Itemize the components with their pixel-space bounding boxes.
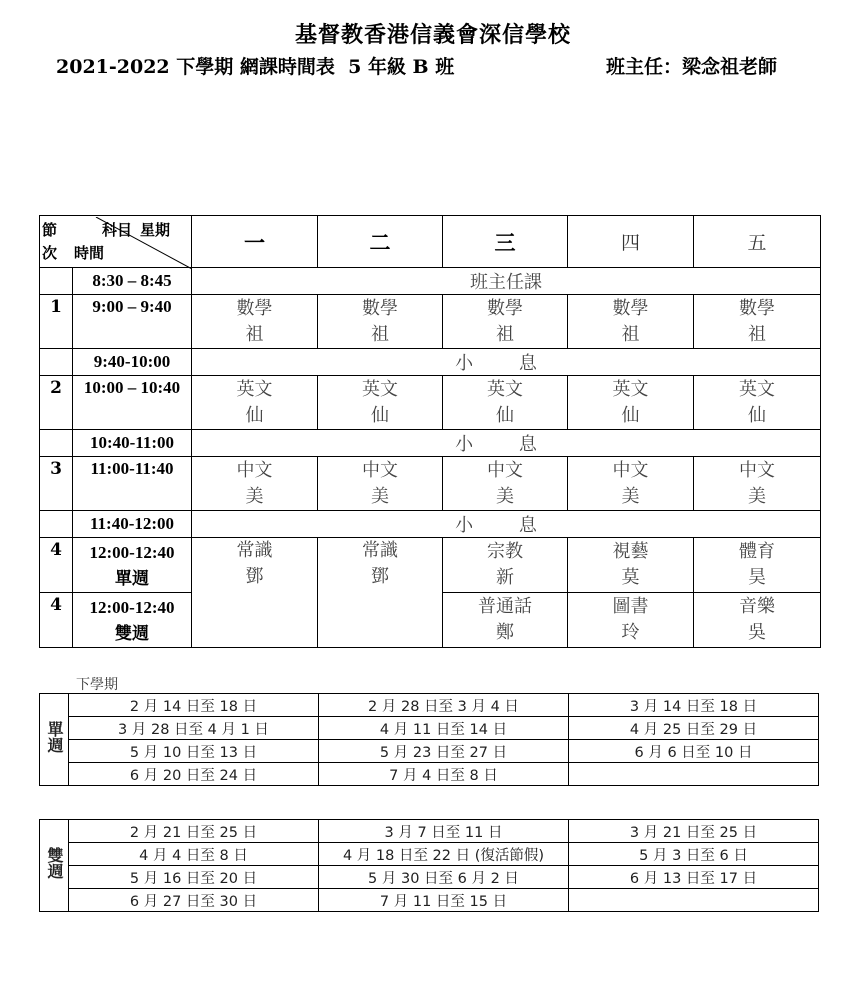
day-header: 二: [318, 216, 443, 268]
break-row: [40, 349, 821, 376]
period-row: [40, 457, 821, 511]
timetable: [39, 215, 821, 648]
date-range: [569, 763, 819, 786]
period-number: 2: [40, 376, 73, 430]
table-row: [40, 763, 819, 786]
corner-order: 次: [42, 243, 58, 262]
date-range: 5 月 16 日至 20 日: [69, 866, 319, 889]
lesson-cell: 英文 仙: [443, 376, 568, 430]
period-number: 1: [40, 295, 73, 349]
homeroom-row: [40, 268, 821, 295]
break-label: 小 息: [192, 511, 821, 538]
head-teacher: 班主任：梁念祖老師: [606, 56, 778, 78]
school-title: 基督教香港信義會深信學校: [294, 22, 571, 48]
table-row: [40, 740, 819, 763]
date-range: 2 月 14 日至 18 日: [69, 694, 319, 717]
time-slot: 11:00-11:40: [73, 457, 192, 511]
lesson-cell: 音樂 吳: [694, 593, 821, 648]
table-row: [40, 843, 819, 866]
lesson-cell: 中文 美: [192, 457, 318, 511]
lesson-cell: 圖書 玲: [568, 593, 694, 648]
table-row: [40, 820, 819, 843]
date-range: 6 月 6 日至 10 日: [569, 740, 819, 763]
time-slot: 9:00 – 9:40: [73, 295, 192, 349]
lesson-cell: 普通話 鄭: [443, 593, 568, 648]
double-week-table: [39, 819, 819, 912]
lesson-cell: 數學 祖: [192, 295, 318, 349]
lesson-cell: 數學 祖: [694, 295, 821, 349]
date-range: 2 月 28 日至 3 月 4 日: [319, 694, 569, 717]
homeroom-label: 班主任課: [192, 268, 821, 295]
lesson-cell: 中文 美: [443, 457, 568, 511]
time-slot: 9:40-10:00: [73, 349, 192, 376]
lesson-cell: 英文 仙: [694, 376, 821, 430]
time-slot: 10:40-11:00: [73, 430, 192, 457]
date-range: [569, 889, 819, 912]
lesson-cell: 數學 祖: [318, 295, 443, 349]
date-range: 4 月 18 日至 22 日 (復活節假): [319, 843, 569, 866]
lesson-cell: 中文 美: [318, 457, 443, 511]
break-label: 小 息: [192, 430, 821, 457]
corner-subject: 科目: [102, 220, 133, 239]
date-range: 4 月 25 日至 29 日: [569, 717, 819, 740]
day-header: 五: [694, 216, 821, 268]
lesson-cell: 常識 鄧: [192, 538, 318, 648]
header-row: [40, 216, 821, 268]
day-header: 三: [443, 216, 568, 268]
time-slot: 12:00-12:40 單週: [73, 538, 192, 593]
date-range: 3 月 14 日至 18 日: [569, 694, 819, 717]
lesson-cell: 數學 祖: [443, 295, 568, 349]
period-number: 3: [40, 457, 73, 511]
lesson-cell: 中文 美: [568, 457, 694, 511]
date-range: 3 月 28 日至 4 月 1 日: [69, 717, 319, 740]
date-range: 5 月 10 日至 13 日: [69, 740, 319, 763]
date-range: 3 月 21 日至 25 日: [569, 820, 819, 843]
lesson-cell: 體育 昊: [694, 538, 821, 593]
break-label: 小 息: [192, 349, 821, 376]
date-range: 5 月 23 日至 27 日: [319, 740, 569, 763]
period-row: [40, 295, 821, 349]
date-range: 5 月 3 日至 6 日: [569, 843, 819, 866]
date-range: 3 月 7 日至 11 日: [319, 820, 569, 843]
table-row: [40, 889, 819, 912]
table-row: [40, 717, 819, 740]
single-week-label: 單週: [40, 694, 69, 786]
double-week-label: 雙週: [40, 820, 69, 912]
date-range: 4 月 11 日至 14 日: [319, 717, 569, 740]
lesson-cell: 英文 仙: [192, 376, 318, 430]
lesson-cell: 英文 仙: [568, 376, 694, 430]
date-range: 6 月 20 日至 24 日: [69, 763, 319, 786]
lesson-cell: 中文 美: [694, 457, 821, 511]
corner-cell: [40, 216, 192, 268]
term-label: 下學期: [76, 677, 118, 693]
corner-time: 時間: [74, 243, 105, 262]
period-number: 4: [40, 593, 73, 648]
date-range: 5 月 30 日至 6 月 2 日: [319, 866, 569, 889]
period-row-single-week: [40, 538, 821, 593]
table-row: [40, 694, 819, 717]
break-row: [40, 511, 821, 538]
corner-period: 節: [42, 220, 58, 239]
day-header: 四: [568, 216, 694, 268]
date-range: 7 月 4 日至 8 日: [319, 763, 569, 786]
single-week-table: [39, 693, 819, 786]
date-range: 6 月 13 日至 17 日: [569, 866, 819, 889]
period-number: 4: [40, 538, 73, 593]
time-slot: 8:30 – 8:45: [73, 268, 192, 295]
lesson-cell: 英文 仙: [318, 376, 443, 430]
table-row: [40, 866, 819, 889]
day-header: 一: [192, 216, 318, 268]
timetable-subtitle: 2021-2022 下學期 網課時間表 5 年級 B 班: [56, 56, 455, 78]
lesson-cell: 數學 祖: [568, 295, 694, 349]
date-range: 4 月 4 日至 8 日: [69, 843, 319, 866]
period-row: [40, 376, 821, 430]
lesson-cell: 常識 鄧: [318, 538, 443, 648]
lesson-cell: 宗教 新: [443, 538, 568, 593]
lesson-cell: 視藝 莫: [568, 538, 694, 593]
date-range: 6 月 27 日至 30 日: [69, 889, 319, 912]
corner-weekday: 星期: [140, 220, 171, 239]
time-slot: 12:00-12:40 雙週: [73, 593, 192, 648]
time-slot: 11:40-12:00: [73, 511, 192, 538]
break-row: [40, 430, 821, 457]
date-range: 2 月 21 日至 25 日: [69, 820, 319, 843]
date-range: 7 月 11 日至 15 日: [319, 889, 569, 912]
time-slot: 10:00 – 10:40: [73, 376, 192, 430]
